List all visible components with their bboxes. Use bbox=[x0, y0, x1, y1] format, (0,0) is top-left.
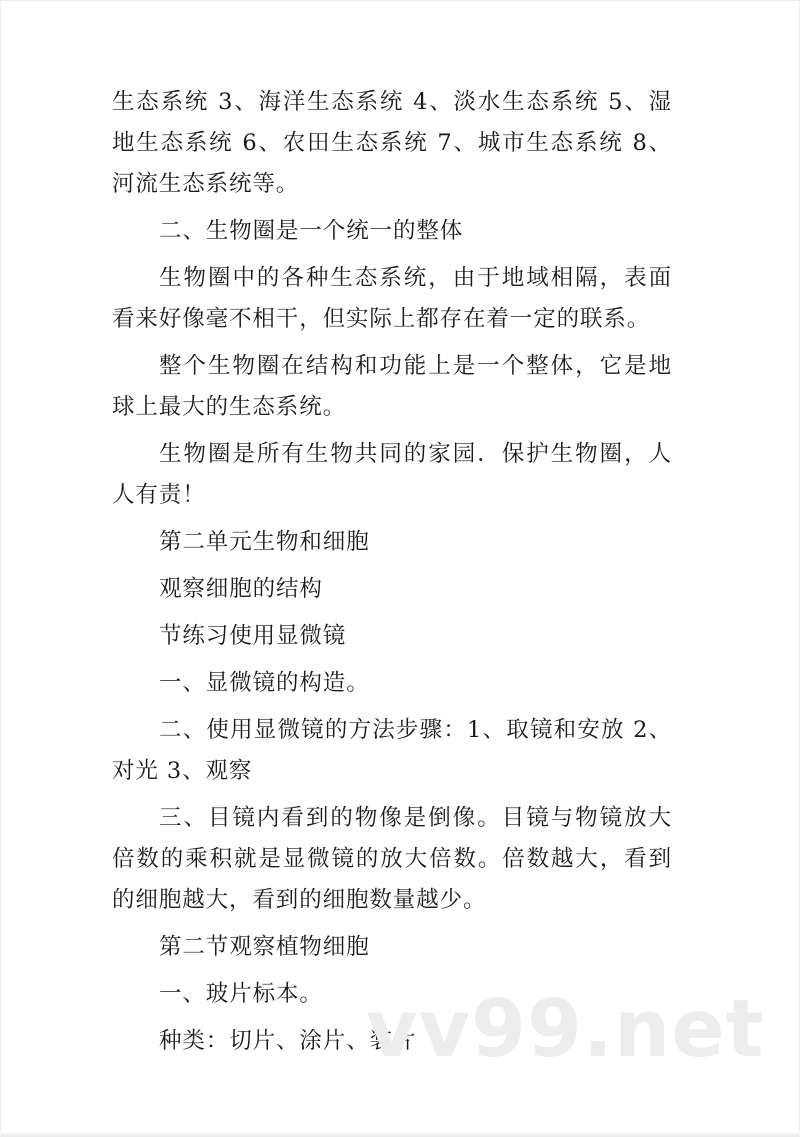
paragraph-protect-biosphere: 生物圈是所有生物共同的家园．保护生物圈，人人有责！ bbox=[112, 441, 672, 508]
item-microscope-steps: 二、使用显微镜的方法步骤：1、取镜和安放 2、对光 3、观察 bbox=[112, 717, 672, 784]
watermark: vv99.net bbox=[366, 983, 765, 1075]
item-slide-specimen: 一、玻片标本。 bbox=[159, 981, 323, 1007]
heading-biosphere-unified-whole: 二、生物圈是一个统一的整体 bbox=[159, 218, 464, 244]
paragraph-ecosystems-connected: 生物圈中的各种生态系统，由于地域相隔，表面看来好像毫不相干，但实际上都存在着一定的联系。 bbox=[112, 265, 672, 332]
heading-observe-cell-structure: 观察细胞的结构 bbox=[159, 576, 323, 602]
heading-unit-two: 第二单元生物和细胞 bbox=[159, 529, 370, 555]
heading-use-microscope: 节练习使用显微镜 bbox=[159, 623, 347, 649]
paragraph-ecosystem-types: 生态系统 3、海洋生态系统 4、淡水生态系统 5、湿地生态系统 6、农田生态系统 7、城市生态系统 8、河流生态系统等。 bbox=[112, 89, 672, 197]
item-microscope-structure: 一、显微镜的构造。 bbox=[159, 670, 370, 696]
item-specimen-types: 种类：切片、涂片、装片 bbox=[159, 1028, 417, 1054]
paragraph-biosphere-largest-ecosystem: 整个生物圈在结构和功能上是一个整体，它是地球上最大的生态系统。 bbox=[112, 353, 672, 420]
page-bottom-edge bbox=[0, 1131, 800, 1137]
document-body bbox=[112, 82, 672, 1062]
heading-observe-plant-cells: 第二节观察植物细胞 bbox=[159, 934, 370, 960]
item-inverted-image: 三、目镜内看到的物像是倒像。目镜与物镜放大倍数的乘积就是显微镜的放大倍数。倍数越大，看到的细胞越大，看到的细胞数量越少。 bbox=[112, 805, 672, 913]
